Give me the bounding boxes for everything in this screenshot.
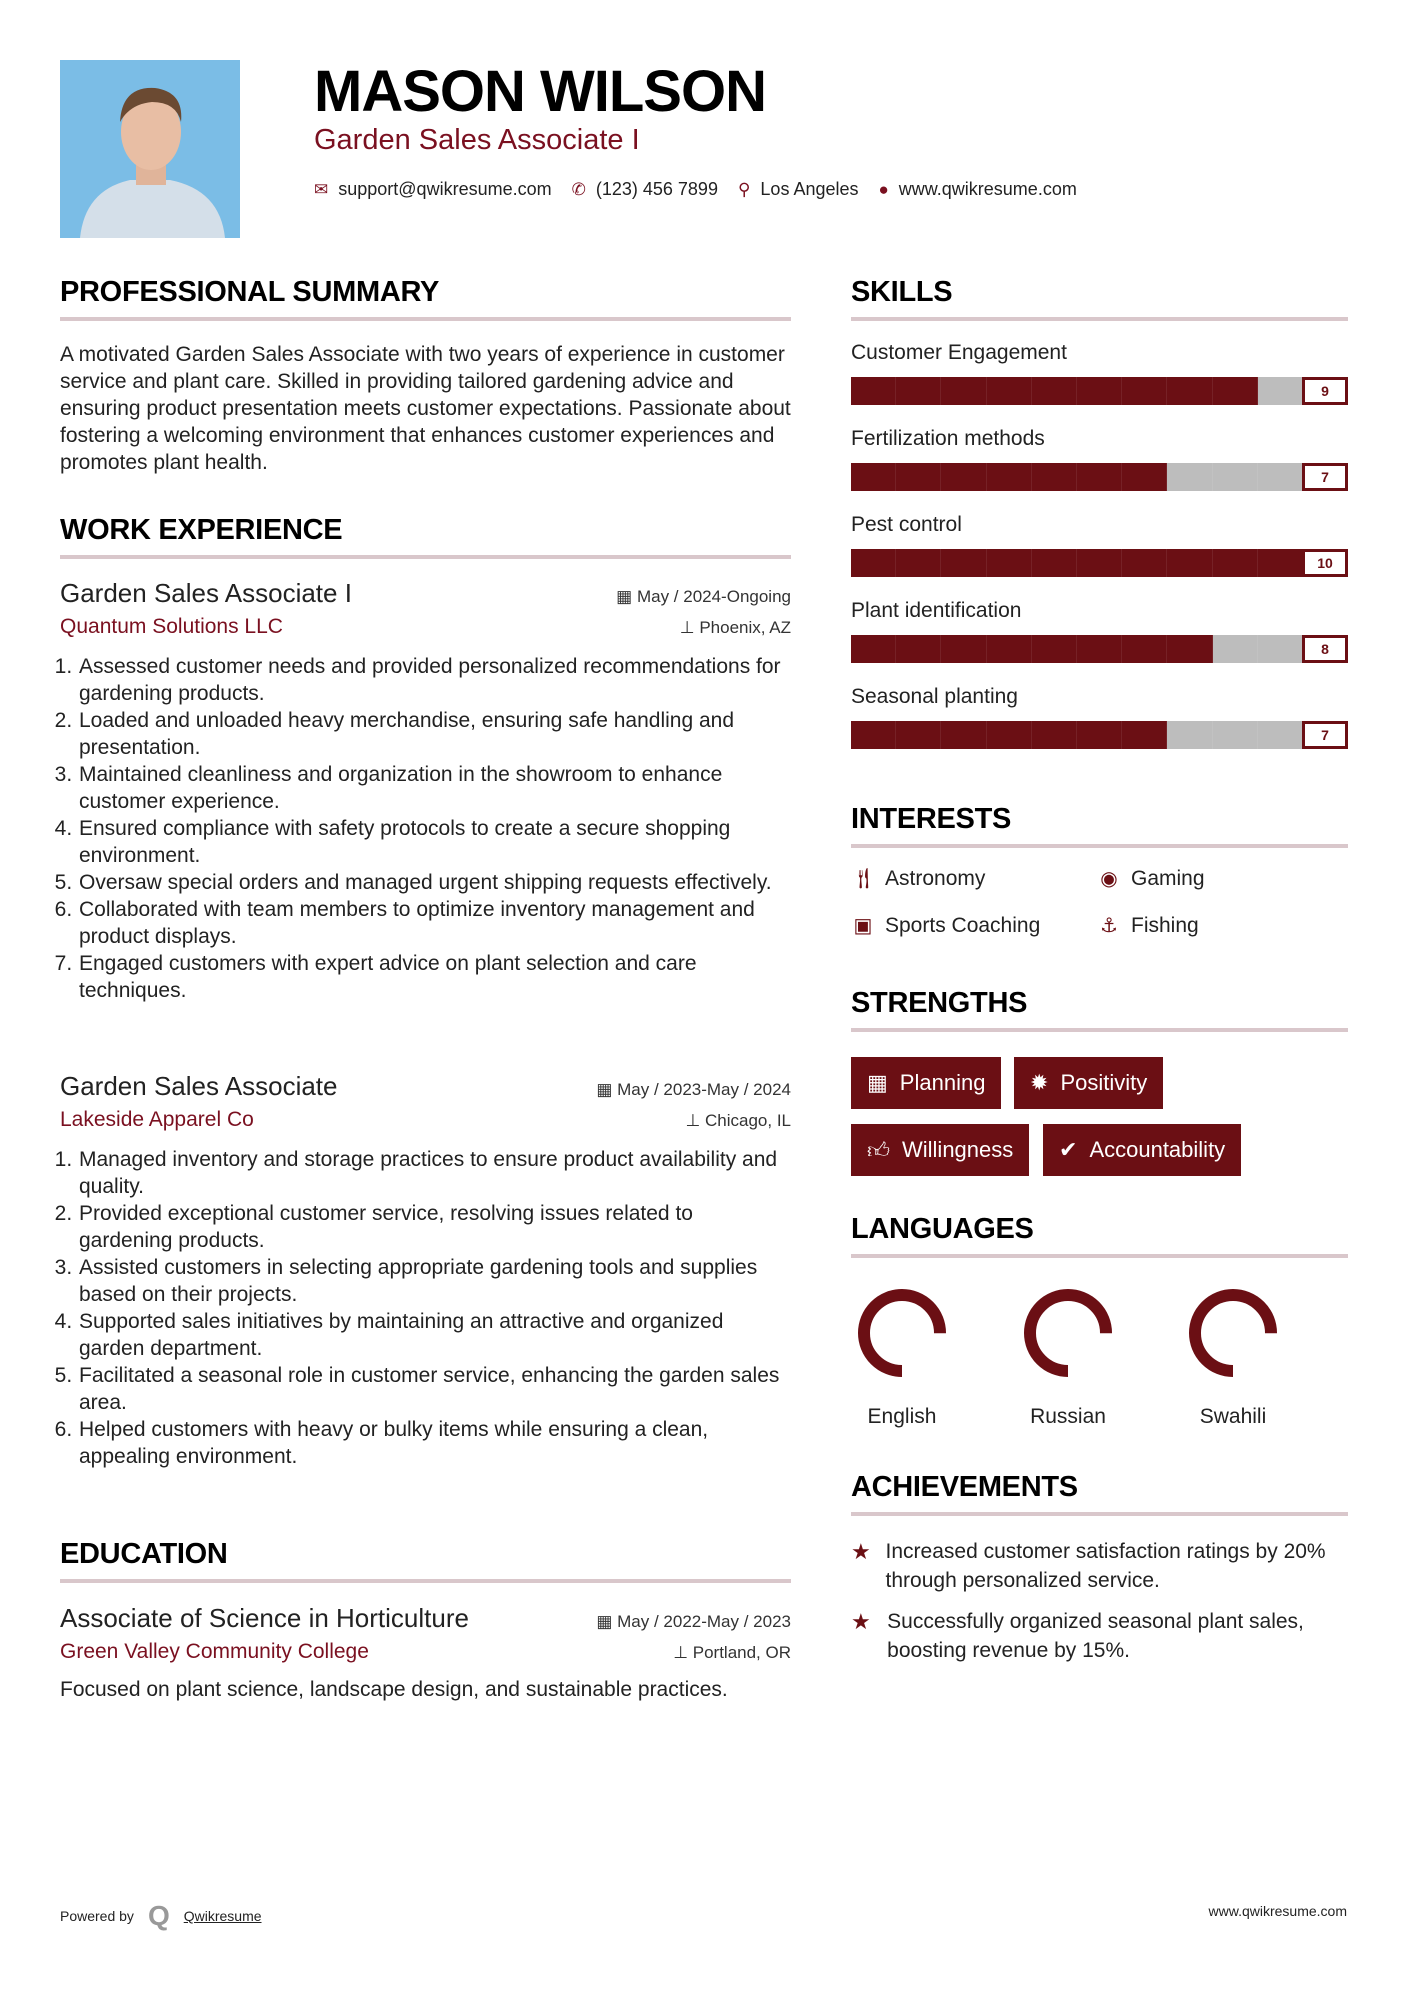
job-entry (60, 578, 791, 1004)
achievement-item (851, 1537, 1348, 1595)
skill-bar-segment (1213, 549, 1258, 577)
skill-bar-segment (896, 721, 941, 749)
contact-location: Los Angeles (760, 179, 859, 199)
skill-bar-segment (987, 549, 1032, 577)
footer-website[interactable]: www.qwikresume.com (1208, 1903, 1347, 1919)
achievement-text: Increased customer satisfaction ratings by 20% through personalized service. (885, 1540, 1326, 1592)
language-proficiency-ring (857, 1288, 947, 1378)
skill-bar-segment (1077, 549, 1122, 577)
skill-bar-segment (941, 721, 986, 749)
skill-bar-segment (1122, 463, 1167, 491)
company-name: Quantum Solutions LLC (60, 615, 283, 638)
languages-section (851, 1213, 1348, 1433)
skill-bar-segment (851, 463, 896, 491)
interest-item (1097, 913, 1199, 938)
skill-item (851, 599, 1348, 663)
skill-bar-segment (1258, 721, 1303, 749)
skill-bar-segment (1258, 635, 1303, 663)
skill-bar-segment (851, 721, 896, 749)
gamepad-icon: ◉ (1100, 868, 1118, 890)
achievement-text: Successfully organized seasonal plant sales, boosting revenue by 15%. (887, 1610, 1304, 1662)
skill-label: Seasonal planting (851, 685, 1018, 708)
section-divider (60, 555, 791, 559)
section-heading: ACHIEVEMENTS (851, 1471, 1078, 1503)
thumbs-up-icon: 👍︎ (867, 1137, 890, 1163)
interest-label: Fishing (1131, 913, 1199, 937)
section-divider (60, 1579, 791, 1583)
contact-email[interactable]: support@qwikresume.com (338, 179, 552, 199)
contact-website[interactable]: www.qwikresume.com (898, 179, 1077, 199)
interest-label: Astronomy (885, 866, 986, 890)
list-item: 2. Provided exceptional customer service, resolving issues related to gardening products. (78, 1200, 791, 1254)
skill-bar-segment (1258, 549, 1303, 577)
language-item (1173, 1288, 1293, 1429)
list-item: 6. Helped customers with heavy or bulky items while ensuring a clean, appealing environment. (78, 1416, 791, 1470)
skill-bar-segment (1258, 377, 1303, 405)
qwikresume-logo-icon: Q (147, 1900, 170, 1931)
skill-item (851, 427, 1348, 491)
skill-bar-segment (1077, 377, 1122, 405)
skill-bar-segment (987, 463, 1032, 491)
skill-bar-segment (1032, 721, 1077, 749)
skills-section (851, 276, 1348, 771)
anchor-icon: ⚓︎ (1100, 915, 1118, 937)
globe-icon: ● (878, 179, 889, 199)
skill-label: Fertilization methods (851, 427, 1045, 450)
language-proficiency-ring (1188, 1288, 1278, 1378)
skill-bar-segment (896, 549, 941, 577)
brand-link[interactable]: Qwikresume (183, 1908, 262, 1924)
utensils-icon: 🍴︎ (851, 868, 877, 890)
section-divider (851, 317, 1348, 321)
section-divider (851, 844, 1348, 848)
degree: Associate of Science in Horticulture (60, 1603, 469, 1633)
job-title: Garden Sales Associate (60, 1071, 338, 1101)
skill-item (851, 513, 1348, 577)
skill-bar-segment (1122, 721, 1167, 749)
strength-label: Willingness (902, 1137, 1014, 1162)
section-divider (851, 1254, 1348, 1258)
skill-bar-segment (987, 721, 1032, 749)
list-item: 3. Maintained cleanliness and organization in the showroom to enhance customer experience. (78, 761, 791, 815)
interest-label: Gaming (1131, 866, 1205, 890)
skill-score: 10 (1302, 549, 1348, 577)
skill-bar-segment (1258, 463, 1303, 491)
pin-icon: ⊥ (685, 1111, 705, 1130)
interest-item (851, 866, 985, 891)
powered-by-label: Powered by (60, 1908, 134, 1924)
sun-icon: ✹ (1030, 1070, 1049, 1095)
section-heading: PROFESSIONAL SUMMARY (60, 276, 440, 308)
footer-powered-by (60, 1900, 262, 1932)
skill-score: 8 (1302, 635, 1348, 663)
job-duties (78, 653, 791, 1004)
skill-bar-segment (941, 549, 986, 577)
section-heading: WORK EXPERIENCE (60, 514, 343, 546)
section-heading: INTERESTS (851, 803, 1012, 835)
list-item: 7. Engaged customers with expert advice on plant selection and care techniques. (78, 950, 791, 1004)
job-dates: May / 2024-Ongoing (636, 587, 791, 606)
company-name: Lakeside Apparel Co (60, 1108, 254, 1131)
language-proficiency-ring (1023, 1288, 1113, 1378)
language-name: Russian (1030, 1405, 1106, 1428)
summary-text: A motivated Garden Sales Associate with two years of experience in customer service and plant care. Skilled in providing tailored gardening advice and ensuring product presentation meets customer expectations. Passionate about fostering a welcoming environment that enhances customer experiences and promotes plant health. (60, 343, 791, 474)
education-section (60, 1538, 791, 1703)
star-icon: ★ (851, 1609, 871, 1634)
map-marker-icon: ⚲ (737, 179, 751, 199)
skill-bar-segment (1167, 635, 1212, 663)
skill-bar-segment (987, 377, 1032, 405)
language-item (842, 1288, 962, 1429)
briefcase-icon: ▣ (853, 915, 873, 937)
skill-bar-segment (1032, 463, 1077, 491)
interest-item (1097, 866, 1205, 891)
skill-label: Pest control (851, 513, 962, 536)
achievements-section (851, 1471, 1348, 1671)
skill-level-bar (851, 721, 1348, 749)
skill-level-bar (851, 377, 1348, 405)
language-item (1008, 1288, 1128, 1429)
section-divider (851, 1512, 1348, 1516)
job-dates: May / 2023-May / 2024 (617, 1080, 791, 1099)
candidate-name: MASON WILSON (314, 59, 766, 124)
phone-icon: ✆ (571, 179, 586, 199)
skill-level-bar (851, 549, 1348, 577)
job-title: Garden Sales Associate I (60, 578, 352, 608)
section-heading: SKILLS (851, 276, 953, 308)
skill-bar-segment (851, 549, 896, 577)
skill-bar-segment (1213, 721, 1258, 749)
school-name: Green Valley Community College (60, 1640, 369, 1663)
calendar-icon: ▦ (616, 587, 637, 606)
skill-item (851, 685, 1348, 749)
skill-bar-segment (1032, 549, 1077, 577)
check-circle-icon: ✔ (1059, 1137, 1078, 1162)
skill-level-bar (851, 463, 1348, 491)
pin-icon: ⊥ (679, 618, 700, 637)
interest-label: Sports Coaching (885, 913, 1041, 937)
list-item: 5. Oversaw special orders and managed urgent shipping requests effectively. (78, 869, 791, 896)
list-item: 6. Collaborated with team members to optimize inventory management and product displays. (78, 896, 791, 950)
list-item: 5. Facilitated a seasonal role in customer service, enhancing the garden sales area. (78, 1362, 791, 1416)
contact-phone: (123) 456 7899 (595, 179, 718, 199)
section-divider (851, 1028, 1348, 1032)
strength-label: Positivity (1060, 1070, 1148, 1095)
skill-bar-segment (1122, 377, 1167, 405)
candidate-title: Garden Sales Associate I (314, 124, 640, 156)
skill-bar-segment (1077, 635, 1122, 663)
education-location: Portland, OR (692, 1643, 791, 1662)
skill-bar-segment (1122, 635, 1167, 663)
section-heading: LANGUAGES (851, 1213, 1034, 1245)
skill-bar-segment (1032, 377, 1077, 405)
summary-section (60, 276, 791, 476)
list-item: 4. Supported sales initiatives by maintaining an attractive and organized garden department. (78, 1308, 791, 1362)
list-item: 4. Ensured compliance with safety protocols to create a secure shopping environment. (78, 815, 791, 869)
skill-bar-segment (987, 635, 1032, 663)
skill-bar-segment (1167, 463, 1212, 491)
education-description: Focused on plant science, landscape design, and sustainable practices. (60, 1678, 728, 1701)
calendar-icon: ▦ (867, 1070, 888, 1095)
star-icon: ★ (851, 1539, 871, 1564)
skill-bar-segment (1213, 463, 1258, 491)
skill-bar-segment (1213, 635, 1258, 663)
section-divider (60, 317, 791, 321)
strengths-section (851, 987, 1348, 1177)
skill-bar-segment (851, 635, 896, 663)
skill-bar-segment (1167, 377, 1212, 405)
skill-bar-segment (896, 377, 941, 405)
strength-badge (1043, 1124, 1241, 1176)
language-name: Swahili (1199, 1405, 1267, 1428)
skill-bar-segment (896, 635, 941, 663)
experience-section (60, 514, 791, 559)
language-name: English (867, 1405, 937, 1428)
interest-item (851, 913, 1040, 938)
strength-badge (851, 1057, 1001, 1109)
skill-level-bar (851, 635, 1348, 663)
profile-photo (60, 60, 240, 238)
skill-label: Plant identification (851, 599, 1022, 622)
skill-bar-segment (941, 635, 986, 663)
skill-bar-segment (1077, 463, 1122, 491)
education-dates: May / 2022-May / 2023 (617, 1612, 791, 1631)
skill-bar-segment (941, 377, 986, 405)
skill-bar-segment (941, 463, 986, 491)
skill-score: 7 (1302, 463, 1348, 491)
skill-item (851, 341, 1348, 405)
list-item: 2. Loaded and unloaded heavy merchandise, ensuring safe handling and presentation. (78, 707, 791, 761)
strength-badge (851, 1124, 1029, 1176)
skill-bar-segment (896, 463, 941, 491)
strength-label: Planning (899, 1070, 986, 1095)
skill-bar-segment (851, 377, 896, 405)
section-heading: STRENGTHS (851, 987, 1028, 1019)
skill-score: 7 (1302, 721, 1348, 749)
skill-bar-segment (1213, 377, 1258, 405)
job-location: Chicago, IL (705, 1111, 791, 1130)
skill-bar-segment (1122, 549, 1167, 577)
strength-label: Accountability (1089, 1137, 1226, 1162)
skill-bar-segment (1032, 635, 1077, 663)
achievement-item (851, 1607, 1348, 1665)
skill-bar-segment (1077, 721, 1122, 749)
section-heading: EDUCATION (60, 1538, 228, 1570)
calendar-icon: ▦ (596, 1612, 618, 1631)
calendar-icon: ▦ (596, 1080, 618, 1099)
skill-bar-segment (1167, 721, 1212, 749)
interests-section (851, 803, 1348, 943)
list-item: 1. Assessed customer needs and provided personalized recommendations for gardening products. (78, 653, 791, 707)
strength-badge (1014, 1057, 1163, 1109)
job-entry (60, 1071, 791, 1470)
envelope-icon: ✉ (314, 179, 329, 199)
pin-icon: ⊥ (673, 1643, 693, 1662)
job-location: Phoenix, AZ (699, 618, 791, 637)
contact-info (314, 179, 1077, 200)
skill-score: 9 (1302, 377, 1348, 405)
job-duties (78, 1146, 791, 1470)
list-item: 3. Assisted customers in selecting appropriate gardening tools and supplies based on their projects. (78, 1254, 791, 1308)
skill-label: Customer Engagement (851, 341, 1067, 364)
skill-bar-segment (1167, 549, 1212, 577)
list-item: 1. Managed inventory and storage practices to ensure product availability and quality. (78, 1146, 791, 1200)
